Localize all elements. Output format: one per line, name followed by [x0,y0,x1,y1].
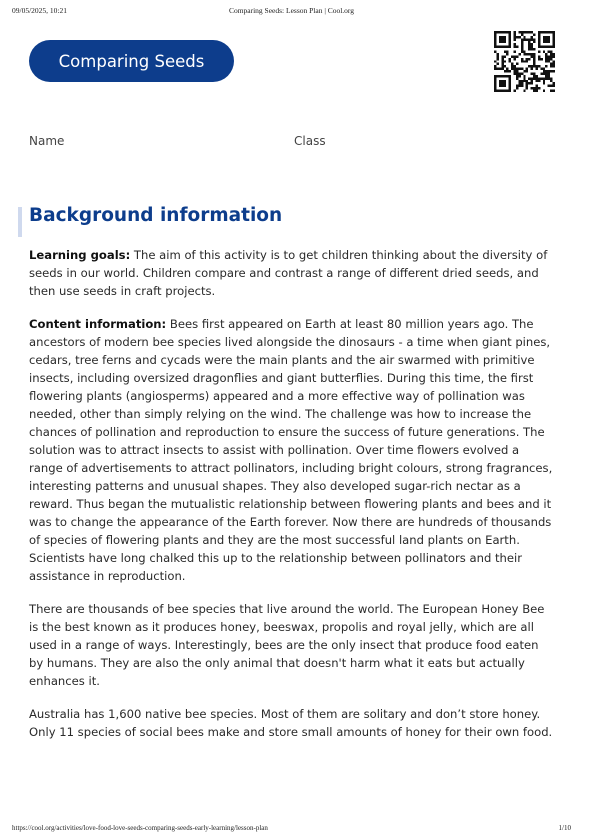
section-accent-bar [18,207,22,237]
section-heading: Background information [29,205,283,226]
background-content [29,246,555,756]
content-information-paragraph [29,315,555,585]
page-number: 1/10 [558,824,571,832]
print-datetime: 09/05/2025, 10:21 [12,6,68,15]
learning-goals-paragraph [29,246,555,300]
lesson-title-banner: Comparing Seeds [29,40,234,82]
print-url: https://cool.org/activities/love-food-love-seeds-comparing-seeds-early-learning/lesson-plan [12,824,268,832]
qr-code-icon [494,31,555,92]
name-field-label: Name [29,134,65,148]
bee-species-paragraph: There are thousands of bee species that live around the world. The European Honey Bee is the best known as it produces honey, beeswax, propolis and royal jelly, which are all used in a range of ways. Interestingly, bees are the only insect that produce food eaten by humans. They are also the only animal that doesn't harm what it eats but actually enhances it. [29,602,545,688]
learning-goals-text: The aim of this activity is to get children thinking about the diversity of seeds in our world. Children compare and contrast a range of different dried seeds, and then use seeds in craft projects. [29,248,548,298]
content-information-label: Content information: [29,317,167,331]
class-field-label: Class [294,134,326,148]
print-document-title: Comparing Seeds: Lesson Plan | Cool.org [228,6,355,15]
australia-bees-paragraph: Australia has 1,600 native bee species. Most of them are solitary and don’t store honey. Only 11 species of social bees make and store small amounts of honey for their own food. [29,707,553,739]
learning-goals-label: Learning goals: [29,248,131,262]
content-information-text: Bees first appeared on Earth at least 80 million years ago. The ancestors of modern bee species lived alongside the dinosaurs - a time when giant pines, cedars, tree ferns and cycads were the main plants and the air swarmed with primitive insects, including oversized dragonflies and giant butterflies. During this time, the first flowering plants (angiosperms) appeared and a more effective way of pollination was needed, other than simply relying on the wind. The challenge was how to increase the chances of pollination and reproduction to ensure the success of future generations. The solution was to attract insects to assist with pollination. Over time flowers evolved a range of advertisements to attract pollinators, including bright colours, strong fragrances, interesting patterns and unusual shapes. They also developed sugar-rich nectar as a reward. Thus began the mutualistic relationship between flowering plants and bees and it was to change the appearance of the Earth forever. Now there are hundreds of thousands of species of flowering plants and they are the most successful land plants on Earth. Scientists have long chalked this up to the relationship between pollinators and their assistance in reproduction. [29,317,553,583]
